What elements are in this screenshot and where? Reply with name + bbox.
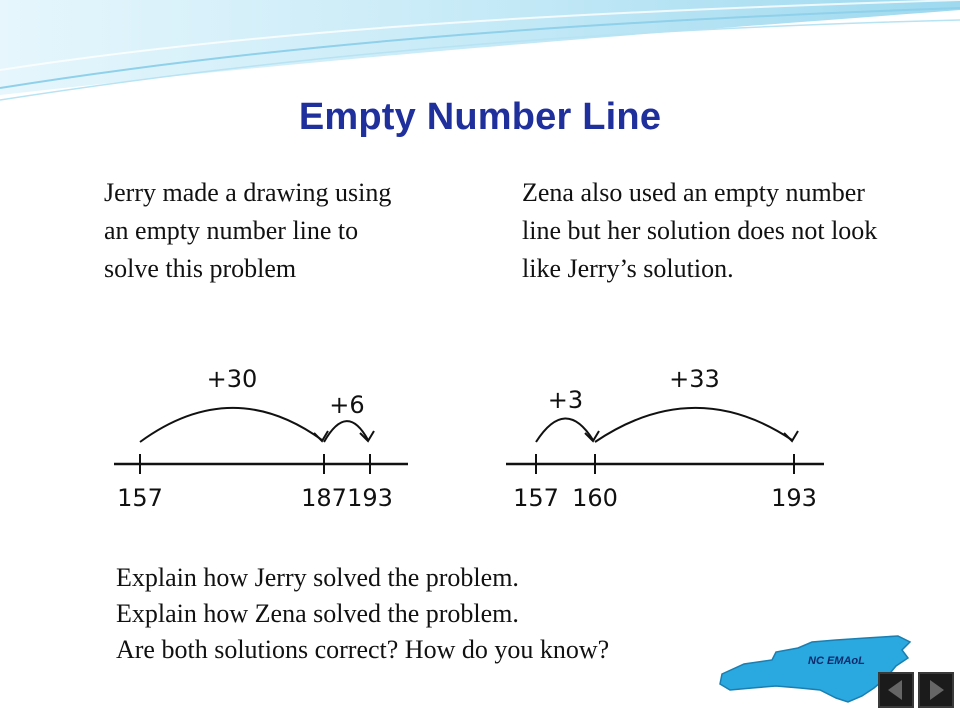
zena-number-line [498, 358, 838, 518]
forward-triangle-icon [920, 674, 952, 706]
next-slide-button[interactable] [918, 672, 954, 708]
jerry-tick-label-157: 157 [117, 484, 163, 512]
jerry-jump-arrowhead-2 [360, 431, 374, 441]
question-jerry: Explain how Jerry solved the problem. [116, 563, 519, 592]
zena-jump-arc-1 [536, 418, 593, 442]
jerry-jump-arc-2 [324, 421, 368, 442]
zena-jump-arc-2 [595, 408, 792, 442]
jerry-description: Jerry made a drawing using an empty number line to solve this problem [104, 178, 392, 283]
zena-tick-label-193: 193 [771, 484, 817, 512]
header-wave-decoration [0, 0, 960, 110]
jerry-jump-arc-1 [140, 408, 322, 442]
jerry-tick-label-187: 187 [301, 484, 347, 512]
question-correctness: Are both solutions correct? How do you know? [116, 635, 610, 664]
question-list [116, 560, 609, 668]
jerry-jump-label-2: +6 [329, 391, 365, 420]
zena-tick-label-160: 160 [572, 484, 618, 512]
zena-jump-label-2: +33 [669, 364, 720, 393]
zena-description: Zena also used an empty number line but her solution does not look like Jerry’s solution. [522, 178, 878, 283]
zena-jump-label-1: +3 [547, 386, 584, 414]
jerry-jump-label-1: +30 [206, 364, 258, 393]
logo-text: NC EMAoL [808, 655, 865, 667]
previous-slide-button[interactable] [878, 672, 914, 708]
zena-jump-arrowhead-2 [784, 431, 798, 441]
slide-title: Empty Number Line [298, 96, 662, 138]
zena-tick-label-157: 157 [513, 484, 559, 512]
back-triangle-icon [880, 674, 912, 706]
jerry-number-line [108, 358, 418, 518]
jerry-tick-label-193: 193 [347, 484, 393, 512]
question-zena: Explain how Zena solved the problem. [116, 599, 519, 628]
